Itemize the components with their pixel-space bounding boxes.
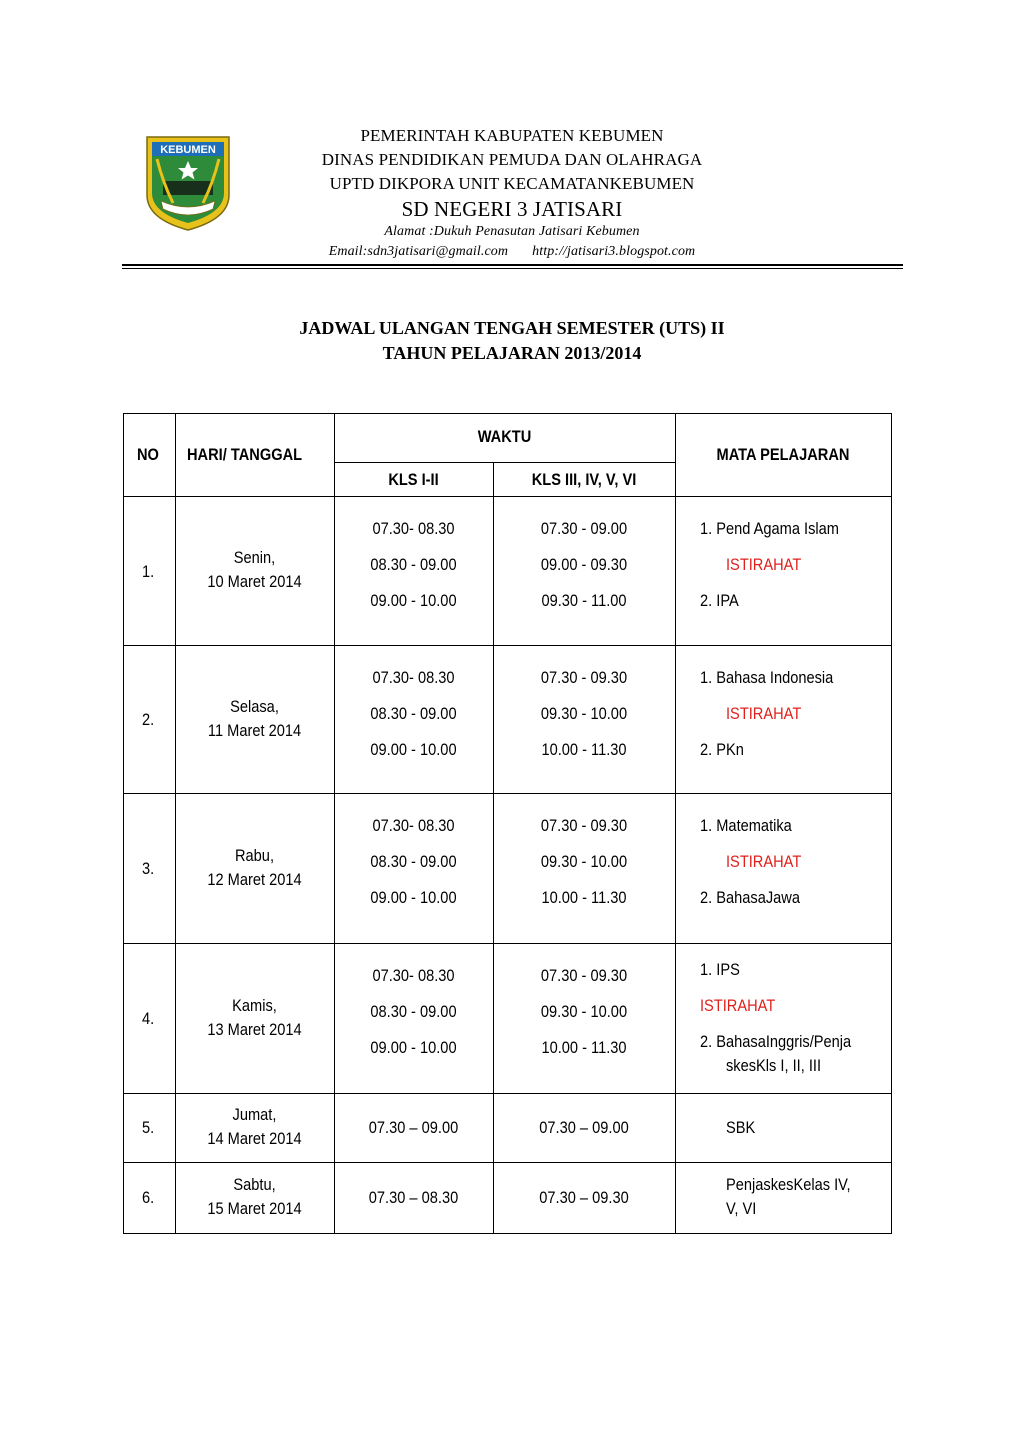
time-kls-1-2: 09.00 - 10.00 [370, 740, 457, 759]
time-kls-3-6: 07.30 – 09.00 [539, 1118, 629, 1137]
subject-item: SBK [726, 1118, 756, 1137]
header-day: HARI/ TANGGAL [187, 445, 303, 464]
row-date: 11 Maret 2014 [207, 721, 302, 740]
svg-text:KEBUMEN: KEBUMEN [160, 144, 216, 156]
time-kls-1-2: 07.30- 08.30 [372, 816, 455, 835]
row-no: 2. [142, 710, 155, 729]
time-kls-3-6: 07.30 - 09.30 [540, 668, 628, 687]
document-title: JADWAL ULANGAN TENGAH SEMESTER (UTS) II [299, 318, 725, 338]
row-day: Selasa, [230, 697, 279, 716]
break-label: ISTIRAHAT [726, 704, 802, 723]
government-name: PEMERINTAH KABUPATEN KEBUMEN [360, 126, 664, 145]
school-website: http://jatisari3.blogspot.com [532, 244, 696, 259]
document-subtitle: TAHUN PELAJARAN 2013/2014 [382, 343, 642, 363]
time-kls-1-2: 07.30 – 09.00 [368, 1118, 459, 1137]
time-kls-1-2: 07.30- 08.30 [372, 519, 455, 538]
subject-item-continued: V, VI [726, 1199, 757, 1218]
time-kls-3-6: 10.00 - 11.30 [541, 740, 627, 759]
subject-item: 2. IPA [700, 591, 739, 610]
header-time-kls-3-6: KLS III, IV, V, VI [531, 470, 637, 489]
break-label: ISTIRAHAT [700, 996, 776, 1015]
row-day: Senin, [233, 548, 276, 567]
row-no: 6. [142, 1188, 155, 1207]
kebumen-regency-emblem [143, 133, 233, 233]
row-date: 10 Maret 2014 [207, 572, 302, 591]
row-no: 3. [142, 859, 155, 878]
header-no: NO [137, 445, 159, 464]
unit-name: UPTD DIKPORA UNIT KECAMATANKEBUMEN [329, 174, 695, 193]
break-label: ISTIRAHAT [726, 555, 802, 574]
row-day: Rabu, [234, 846, 275, 865]
time-kls-3-6: 07.30 – 09.30 [539, 1188, 629, 1207]
subject-item: 2. PKn [700, 740, 744, 759]
time-kls-3-6: 07.30 - 09.00 [540, 519, 628, 538]
time-kls-3-6: 09.30 - 10.00 [540, 1002, 628, 1021]
row-no: 1. [142, 562, 155, 581]
contact-line [240, 244, 784, 260]
row-date: 12 Maret 2014 [207, 870, 302, 889]
time-kls-3-6: 09.30 - 10.00 [540, 704, 628, 723]
time-kls-1-2: 09.00 - 10.00 [370, 591, 457, 610]
subject-item: 1. Bahasa Indonesia [700, 668, 834, 687]
time-kls-3-6: 07.30 - 09.30 [540, 816, 628, 835]
header-time: WAKTU [477, 427, 532, 446]
subject-item: 2. BahasaInggris/Penja [700, 1032, 852, 1051]
subject-item: 1. Pend Agama Islam [700, 519, 839, 538]
time-kls-3-6: 09.30 - 10.00 [540, 852, 628, 871]
subject-item: PenjaskesKelas IV, [726, 1175, 851, 1194]
row-day: Jumat, [232, 1105, 277, 1124]
subject-item: 2. BahasaJawa [700, 888, 800, 907]
school-name: SD NEGERI 3 JATISARI [401, 197, 623, 221]
time-kls-3-6: 07.30 - 09.30 [540, 966, 628, 985]
time-kls-1-2: 07.30 – 08.30 [368, 1188, 459, 1207]
time-kls-3-6: 10.00 - 11.30 [541, 888, 627, 907]
time-kls-1-2: 09.00 - 10.00 [370, 1038, 457, 1057]
time-kls-1-2: 09.00 - 10.00 [370, 888, 457, 907]
time-kls-1-2: 08.30 - 09.00 [370, 852, 457, 871]
row-date: 15 Maret 2014 [207, 1199, 302, 1218]
subject-item: 1. Matematika [700, 816, 792, 835]
time-kls-1-2: 07.30- 08.30 [372, 966, 455, 985]
row-date: 14 Maret 2014 [207, 1129, 302, 1148]
time-kls-1-2: 08.30 - 09.00 [370, 1002, 457, 1021]
letterhead-rule [122, 264, 903, 266]
school-address: Alamat :Dukuh Penasutan Jatisari Kebumen [384, 224, 640, 239]
time-kls-1-2: 08.30 - 09.00 [370, 555, 457, 574]
row-no: 5. [142, 1118, 155, 1137]
department-name: DINAS PENDIDIKAN PEMUDA DAN OLAHRAGA [321, 150, 703, 169]
row-no: 4. [142, 1009, 155, 1028]
header-subject: MATA PELAJARAN [716, 445, 850, 464]
header-time-kls-1-2: KLS I-II [388, 470, 439, 489]
school-email: Email:sdn3jatisari@gmail.com [328, 244, 509, 259]
row-day: Kamis, [232, 996, 277, 1015]
row-date: 13 Maret 2014 [207, 1020, 302, 1039]
time-kls-1-2: 07.30- 08.30 [372, 668, 455, 687]
row-day: Sabtu, [233, 1175, 276, 1194]
letterhead-rule-thin [122, 268, 903, 269]
subject-item-continued: skesKls I, II, III [726, 1056, 822, 1075]
time-kls-3-6: 10.00 - 11.30 [541, 1038, 627, 1057]
time-kls-3-6: 09.00 - 09.30 [540, 555, 628, 574]
time-kls-3-6: 09.30 - 11.00 [541, 591, 627, 610]
break-label: ISTIRAHAT [726, 852, 802, 871]
time-kls-1-2: 08.30 - 09.00 [370, 704, 457, 723]
subject-item: 1. IPS [700, 960, 740, 979]
